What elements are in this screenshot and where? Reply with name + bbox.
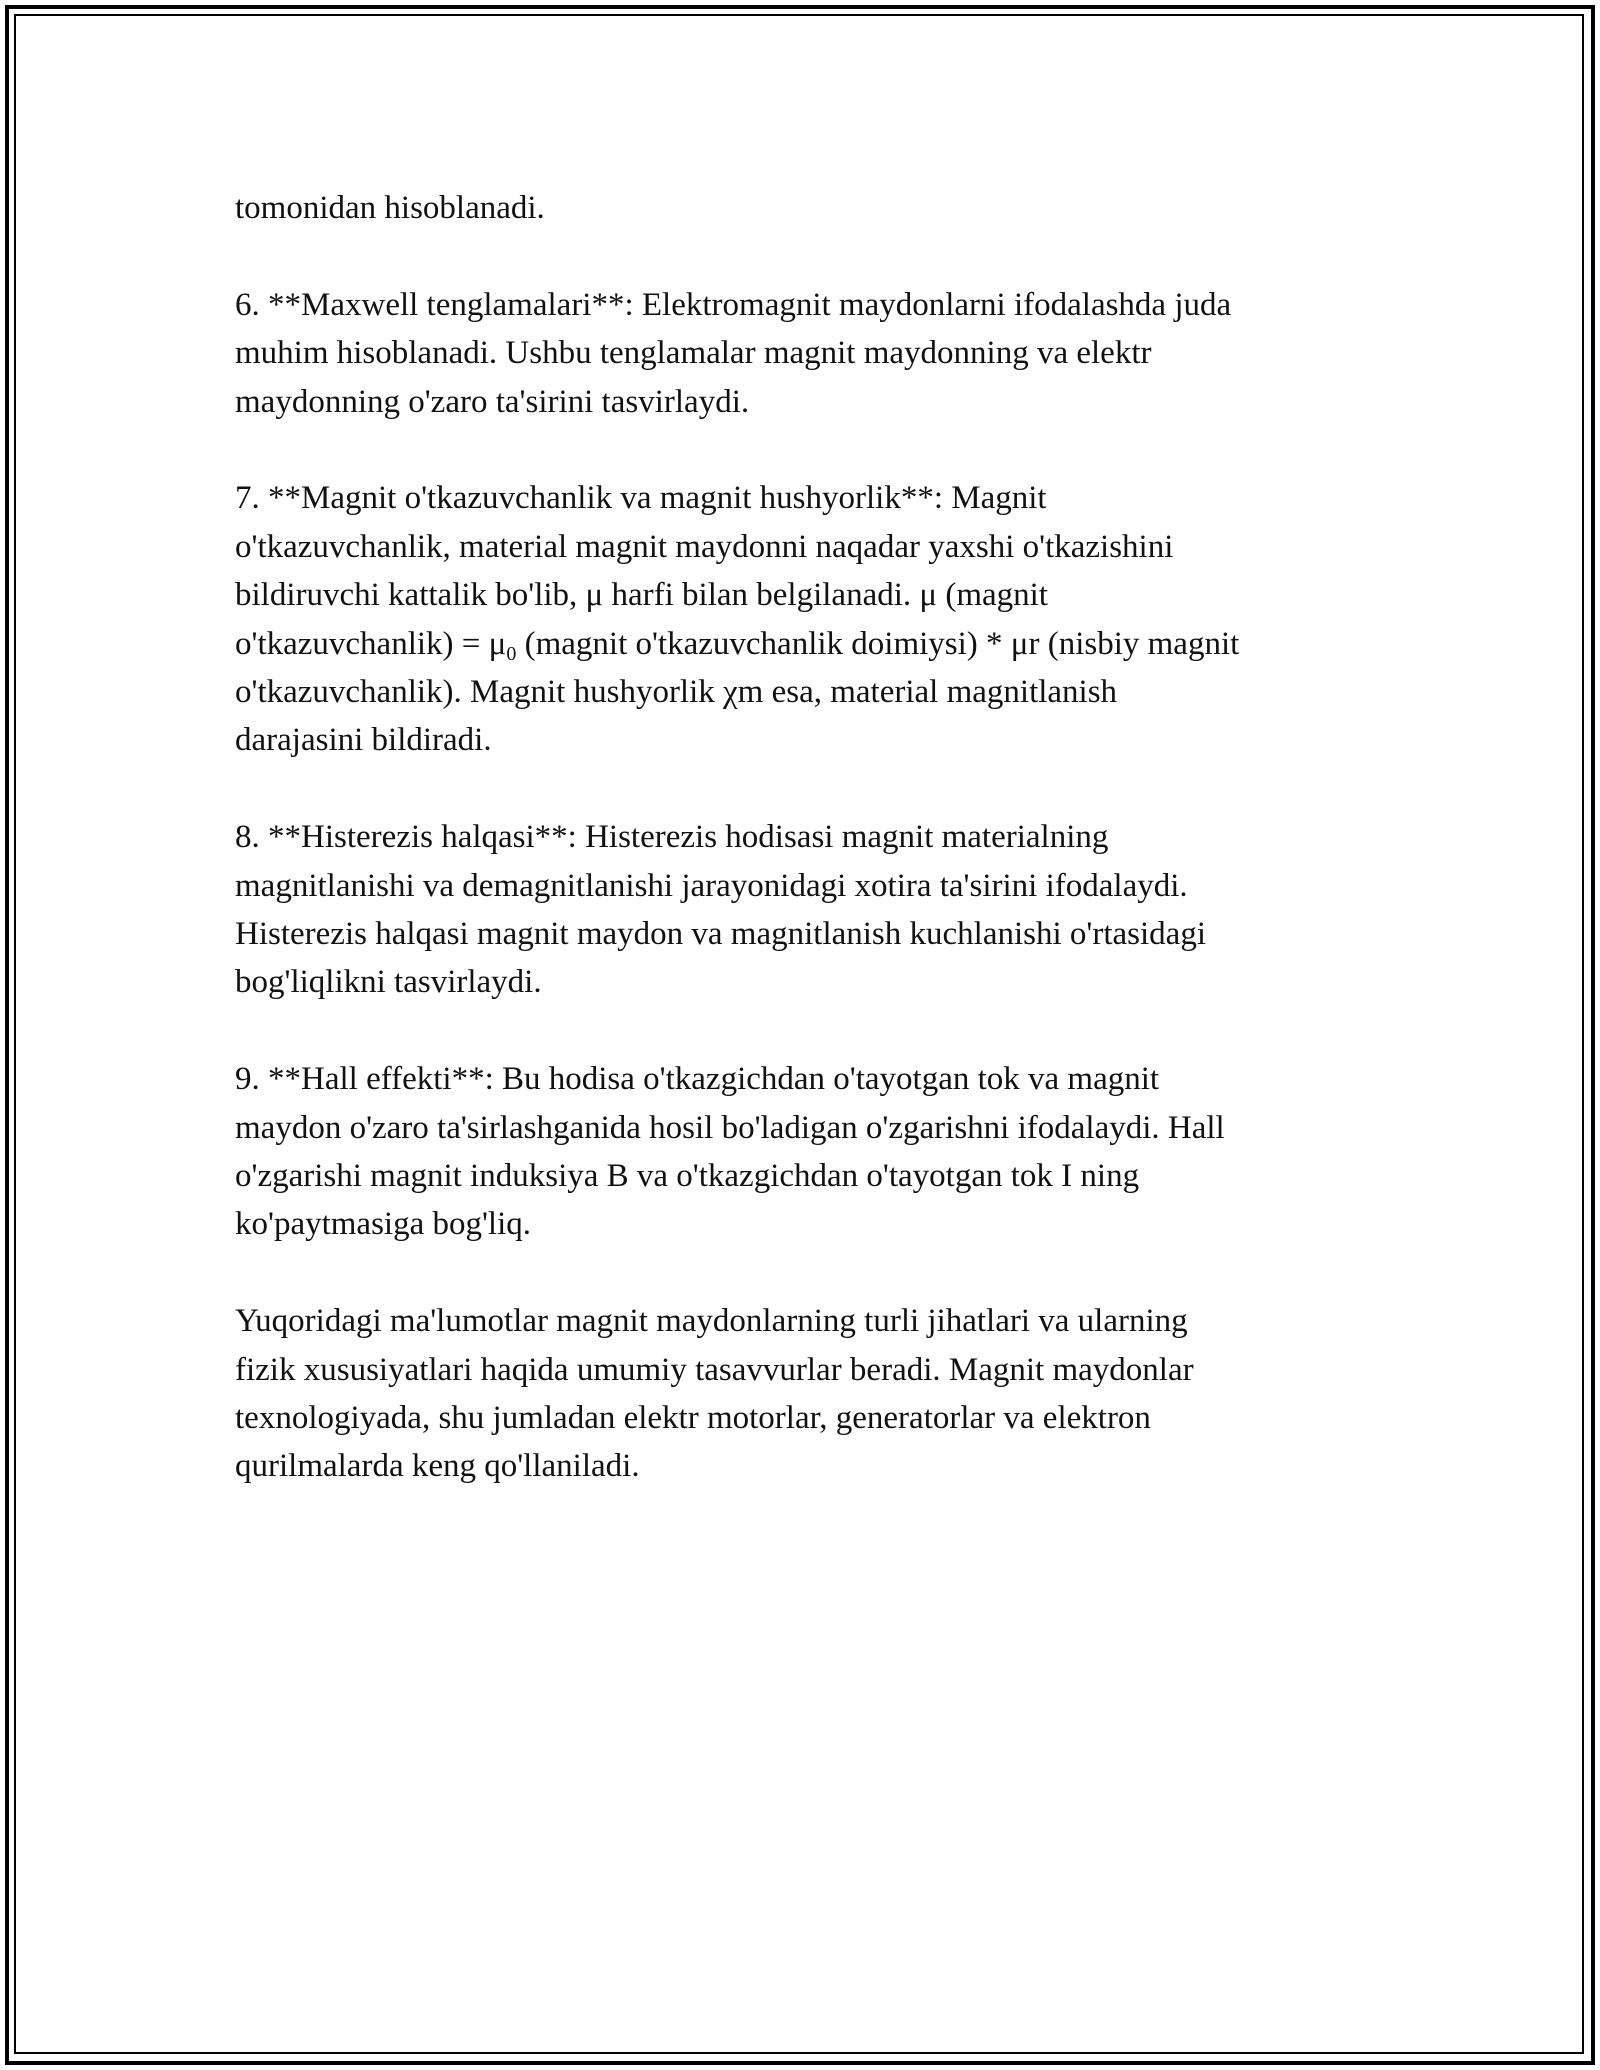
text-line: 9. **Hall effekti**: Bu hodisa o'tkazgichdan o'tayotgan tok va magnit xyxy=(235,1061,1160,1098)
text-line: magnitlanishi va demagnitlanishi jarayonidagi xotira ta'sirini ifodalaydi. xyxy=(235,867,1188,904)
formula-subscript: 0 xyxy=(506,642,517,665)
paragraph-summary xyxy=(235,1297,1375,1491)
text-line: tomonidan hisoblanadi. xyxy=(235,190,545,226)
text-line: muhim hisoblanadi. Ushbu tenglamalar magnit maydonning va elektr xyxy=(235,335,1152,372)
text-line: Yuqoridagi ma'lumotlar magnit maydonlarning turli jihatlari va ularning xyxy=(235,1303,1188,1340)
text-line: 7. **Magnit o'tkazuvchanlik va magnit hushyorlik**: Magnit xyxy=(235,480,1047,517)
text-line: 6. **Maxwell tenglamalari**: Elektromagnit maydonlarni ifodalashda juda xyxy=(235,286,1232,323)
text-line: texnologiyada, shu jumladan elektr motorlar, generatorlar va elektron xyxy=(235,1400,1151,1437)
text-line: o'tkazuvchanlik). Magnit hushyorlik χm esa, material magnitlanish xyxy=(235,674,1118,711)
paragraph-magnetic-permeability xyxy=(235,474,1375,764)
text-line: o'zgarishi magnit induksiya B va o'tkazgichdan o'tayotgan tok I ning xyxy=(235,1158,1140,1195)
text-line: bildiruvchi kattalik bo'lib, μ harfi bilan belgilanadi. μ (magnit xyxy=(235,577,1048,614)
text-line: 8. **Histerezis halqasi**: Histerezis hodisasi magnit materialning xyxy=(235,819,1109,856)
text-line: maydonning o'zaro ta'sirini tasvirlaydi. xyxy=(235,383,750,420)
paragraph-continuation xyxy=(235,184,1375,232)
formula-text-before: o'tkazuvchanlik) = μ xyxy=(235,625,507,662)
text-line: Histerezis halqasi magnit maydon va magnitlanish kuchlanishi o'rtasidagi xyxy=(235,916,1206,953)
paragraph-maxwell-equations xyxy=(235,281,1375,426)
text-line: fizik xususiyatlari haqida umumiy tasavvurlar beradi. Magnit maydonlar xyxy=(235,1351,1194,1388)
paragraph-hall-effect xyxy=(235,1055,1375,1249)
text-line: qurilmalarda keng qo'llaniladi. xyxy=(235,1448,640,1485)
text-line: darajasini bildiradi. xyxy=(235,722,492,759)
document-body xyxy=(235,184,1375,1539)
formula-line xyxy=(235,620,1375,668)
text-line: o'tkazuvchanlik, material magnit maydonni naqadar yaxshi o'tkazishini xyxy=(235,528,1174,565)
text-line: ko'paytmasiga bog'liq. xyxy=(235,1206,532,1243)
formula-text-after: (magnit o'tkazuvchanlik doimiysi) * μr (nisbiy magnit xyxy=(516,625,1240,662)
text-line: maydon o'zaro ta'sirlashganida hosil bo'ladigan o'zgarishni ifodalaydi. Hall xyxy=(235,1109,1225,1146)
text-line: bog'liqlikni tasvirlaydi. xyxy=(235,964,542,1001)
paragraph-hysteresis-loop xyxy=(235,813,1375,1007)
